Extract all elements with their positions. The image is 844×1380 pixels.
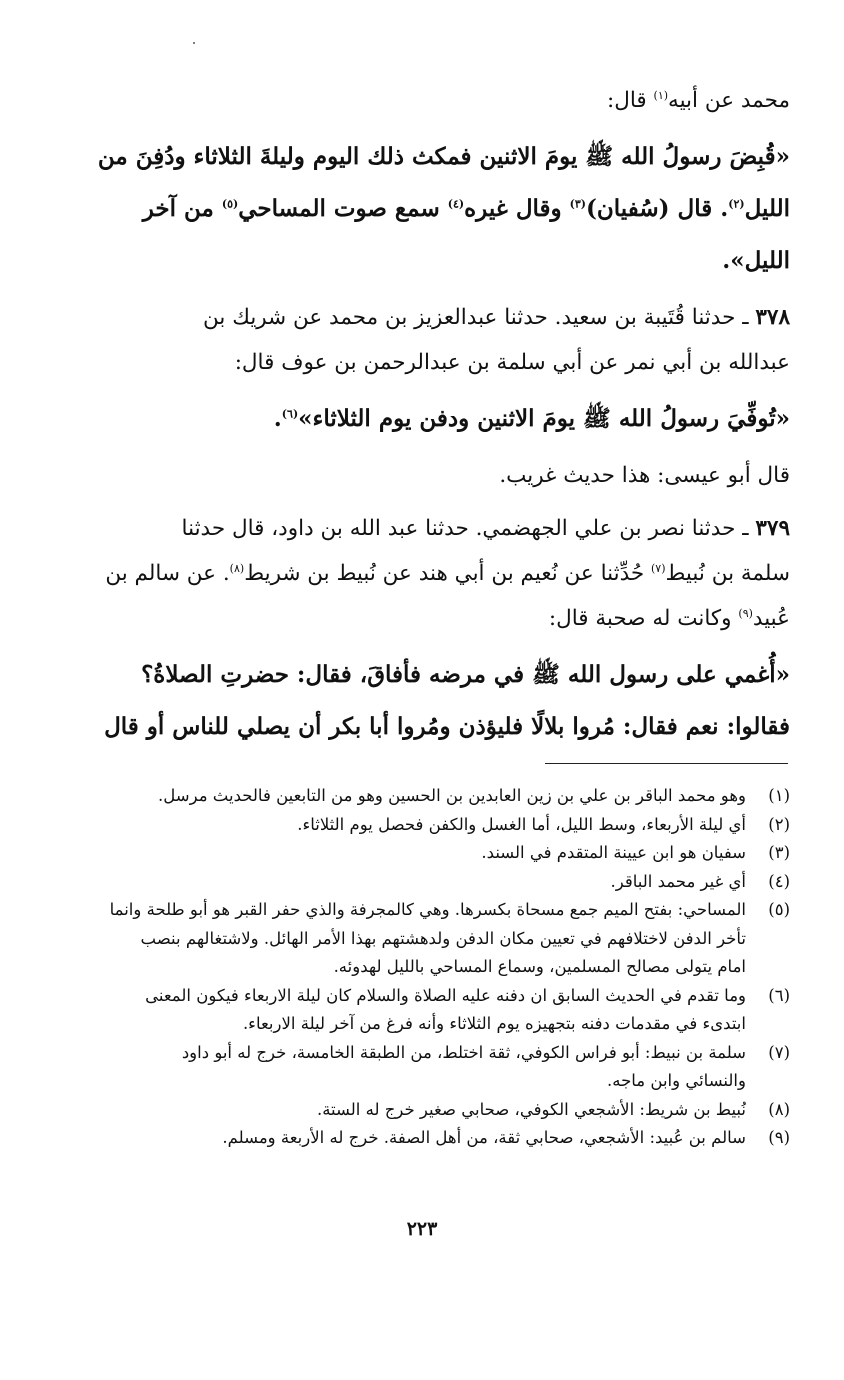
- footnote-ref[interactable]: (٦): [281, 407, 299, 421]
- footnote-line: تأخر الدفن لاختلافهم في تعيين مكان الدفن ولدهشتهم بهذا الأمر الهائل. ولاشتغالهم بنصب: [140, 928, 746, 948]
- footnote-line: أي غير محمد الباقر.: [610, 871, 746, 891]
- footnote-number: (٦): [768, 985, 790, 1005]
- hadith-379-isnad-line-1: ٣٧٩ ـ حدثنا نصر بن علي الجهضمي. حدثنا عبد الله بن داود، قال حدثنا: [181, 516, 790, 541]
- footnote-number: (٧): [768, 1042, 790, 1062]
- hadith-378-isnad-line-2: عبدالله بن أبي نمر عن أبي سلمة بن عبدالرحمن بن عوف قال:: [234, 350, 790, 375]
- footnote-item: [92, 982, 790, 1039]
- footnote-line: أي ليلة الأربعاء، وسط الليل، أما الغسل والكفن فحصل يوم الثلاثاء.: [297, 814, 746, 834]
- footnote-ref[interactable]: (٢): [728, 197, 745, 211]
- hadith-number: ٣٧٨: [755, 305, 790, 330]
- footnote-ref[interactable]: (٧): [651, 561, 666, 575]
- footnote-ref[interactable]: (٥): [221, 197, 239, 211]
- footnote-line: وهو محمد الباقر بن علي بن زين العابدين بن الحسين وهو من التابعين فالحديث مرسل.: [158, 786, 746, 805]
- hadith-377-matn-line-2: الليل$^{(٢)}$. قال (سُفيان)$^{(٣)}$ وقال غيره$^{(٤)}$ سمع صوت المساحي$^{(٥)}$ من آخر: [142, 195, 790, 222]
- footnote-line: سالم بن عُبيد: الأشجعي، صحابي ثقة، من أهل الصفة. خرج له الأربعة ومسلم.: [222, 1128, 746, 1147]
- abu-isa-comment: قال أبو عيسى: هذا حديث غريب.: [499, 463, 790, 488]
- page-number: ٢٢٣: [406, 1218, 438, 1240]
- footnote-ref[interactable]: (٨): [229, 561, 245, 575]
- footnote-number: (١): [768, 786, 790, 805]
- hadith-378-matn: «تُوفِّيَ رسولُ الله ﷺ يومَ الاثنين ودفن يوم الثلاثاء»$^{(٦)}$.: [273, 405, 790, 432]
- hadith-377-matn-line-1: «قُبِضَ رسولُ الله ﷺ يومَ الاثنين فمكث ذلك اليوم وليلةَ الثلاثاء ودُفِنَ من: [97, 143, 790, 170]
- hadith-377-matn-line-3: الليل».: [722, 247, 790, 274]
- footnote-line: المساحي: بفتح الميم جمع مسحاة بكسرها. وهي كالمجرفة والذي حفر القبر هو أبو طلحة وانما: [109, 900, 746, 919]
- footnote-number: (٨): [768, 1099, 790, 1119]
- footnote-item: [92, 868, 790, 897]
- footnote-item: [92, 896, 790, 982]
- hadith-379-isnad-line-2: سلمة بن نُبيط$^{(٧)}$ حُدِّثنا عن نُعيم بن أبي هند عن نُبيط بن شريط$^{(٨)}$. عن سالم بن: [105, 561, 790, 586]
- footnote-line: وما تقدم في الحديث السابق ان دفنه عليه الصلاة والسلام كان ليلة الاربعاء فيكون المعنى: [145, 985, 746, 1005]
- intro-line: محمد عن أبيه$^{(١)}$ قال:: [607, 88, 790, 113]
- hadith-379-isnad-line-3: عُبيد$^{(٩)}$ وكانت له صحبة قال:: [548, 606, 790, 631]
- footnote-line: نُبيط بن شريط: الأشجعي الكوفي، صحابي صغير خرج له الستة.: [316, 1099, 746, 1119]
- scan-speck: [193, 42, 195, 44]
- footnote-line: ابتدىء في مقدمات دفنه بتجهيزه يوم الثلاثاء وأنه فرغ من آخر ليلة الاربعاء.: [242, 1014, 746, 1033]
- footnote-ref[interactable]: (٣): [569, 197, 587, 211]
- hadith-379-matn-line-1: «أُغمي على رسول الله ﷺ في مرضه فأفاقَ، فقال: حضرتِ الصلاةُ؟: [141, 661, 790, 688]
- footnote-line: والنسائي وابن ماجه.: [606, 1071, 746, 1090]
- footnote-text: [92, 1124, 746, 1153]
- footnote-item: [92, 1124, 790, 1153]
- footnote-item: [92, 839, 790, 868]
- hadith-379-matn-line-2: فقالوا: نعم فقال: مُروا بلالًا فليؤذن ومُروا أبا بكر أن يصلي للناس أو قال: [104, 713, 790, 740]
- hadith-378-isnad-line-1: ٣٧٨ ـ حدثنا قُتَيبة بن سعيد. حدثنا عبدالعزيز بن محمد عن شريك بن: [203, 305, 790, 330]
- footnote-number: (٢): [768, 814, 790, 834]
- footnote-number: (٣): [768, 843, 790, 862]
- footnote-ref[interactable]: (٩): [738, 606, 753, 620]
- footnote-text: [92, 896, 746, 982]
- footnote-item: [92, 782, 790, 811]
- footnote-text: [92, 982, 746, 1039]
- footnote-item: [92, 1039, 790, 1096]
- footnote-text: [92, 839, 746, 868]
- footnote-line: امام يتولى مصالح المسلمين، وسماع المساحي بالليل لهدوئه.: [333, 957, 746, 976]
- footnote-text: [92, 811, 746, 840]
- main-text: [92, 78, 790, 1350]
- footnote-ref[interactable]: (٤): [447, 197, 465, 211]
- footnote-line: سلمة بن نبيط: أبو فراس الكوفي، ثقة اختلط، من الطبقة الخامسة، خرج له أبو داود: [181, 1042, 746, 1062]
- footnote-text: [92, 1096, 746, 1125]
- footnote-ref[interactable]: (١): [653, 88, 669, 102]
- footnote-number: (٤): [768, 871, 790, 891]
- footnote-number: (٩): [768, 1128, 790, 1147]
- footnote-item: [92, 1096, 790, 1125]
- footnote-number: (٥): [768, 900, 790, 919]
- footnote-text: [92, 868, 746, 897]
- footnote-line: سفيان هو ابن عيينة المتقدم في السند.: [481, 843, 746, 862]
- footnote-text: [92, 1039, 746, 1096]
- footnote-separator: [545, 763, 788, 764]
- footnote-item: [92, 811, 790, 840]
- footnote-text: [92, 782, 746, 811]
- hadith-number: ٣٧٩: [755, 516, 790, 541]
- footnotes: [92, 782, 790, 1153]
